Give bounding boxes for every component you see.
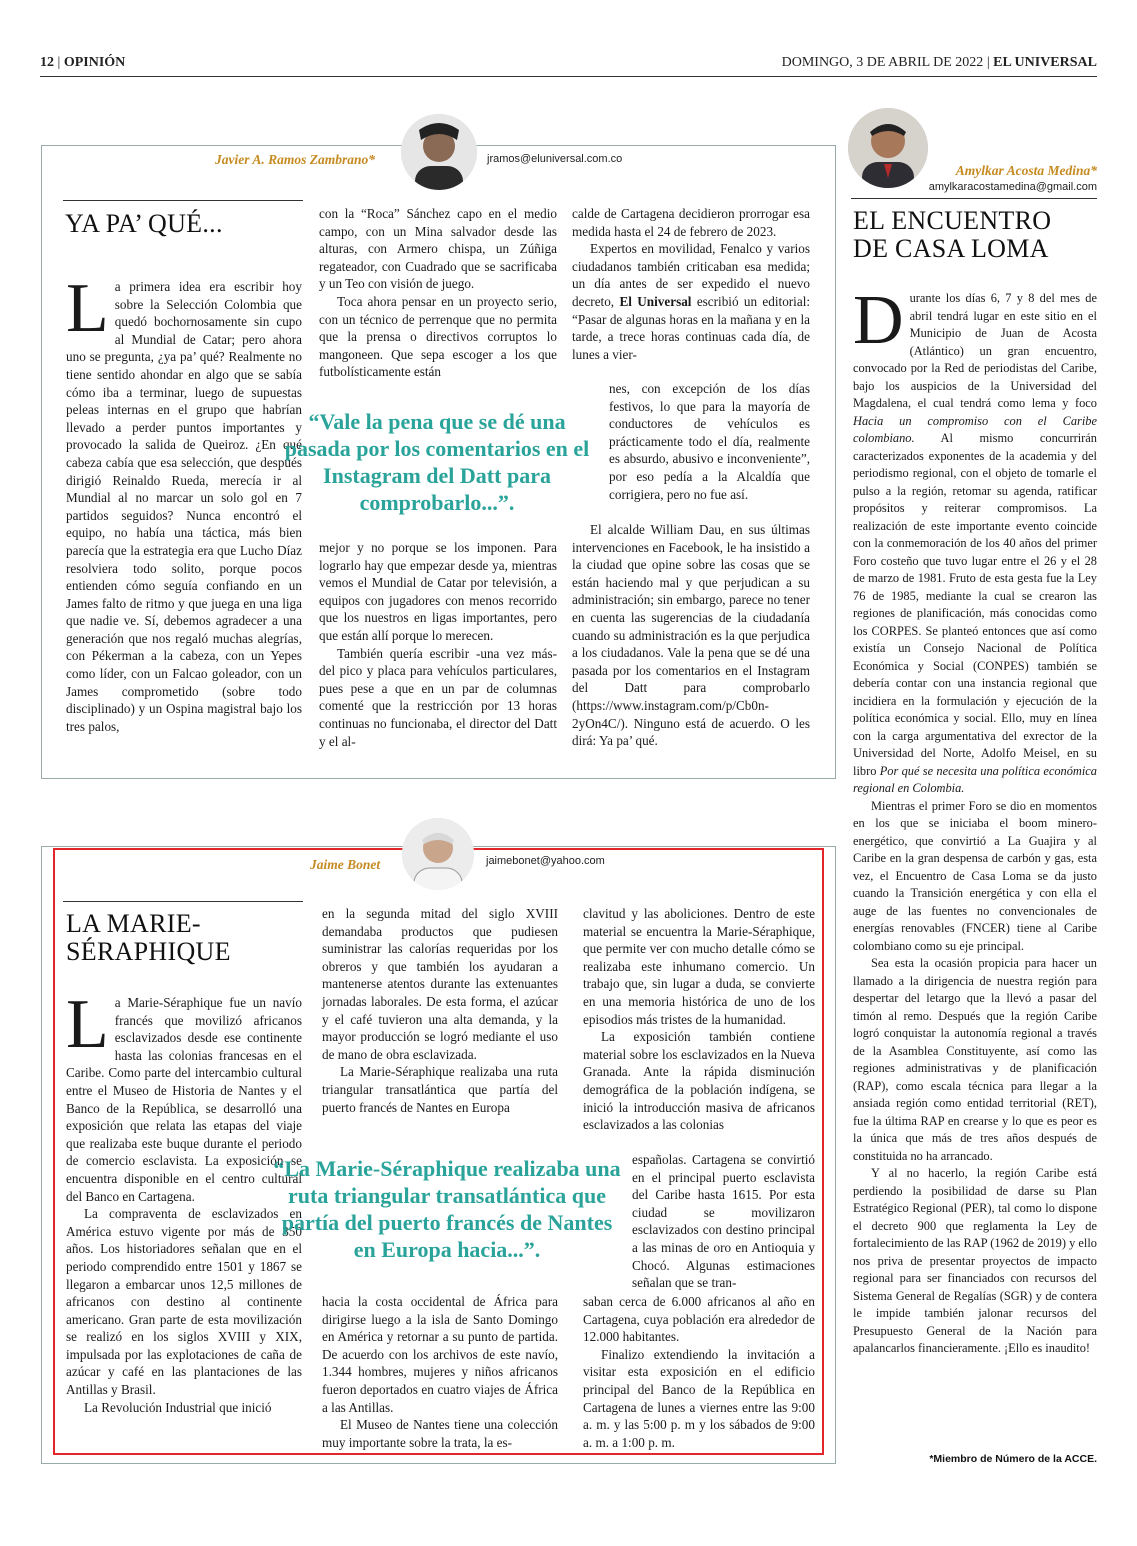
- page-number: 12: [40, 55, 54, 70]
- title-rule: [63, 901, 303, 902]
- article2-column-3-bottom: saban cerca de 6.000 africanos al año en Cartagena, cuya población era alrededor de 12.000 habitantes. Finalizo extendiendo la invitación a visitar esta exposición en el edificio principal del Banco de la República en Cartagena de lunes a viernes entre las 9:00 a. m. y las 5:00 p. m y los sábados de 9:00 a. m. a 1:00 p. m.: [583, 1294, 815, 1450]
- pull-quote: “La Marie-Séraphique realizaba una ruta triangular transatlántica que partía del puerto francés de Nantes en Europa hacia...”.: [273, 1156, 621, 1262]
- header-rule: [40, 76, 1097, 77]
- author-photo: [402, 818, 474, 890]
- author-email: jaimebonet@yahoo.com: [486, 855, 605, 867]
- drop-cap: L: [66, 986, 109, 1063]
- author-name: Amylkar Acosta Medina*: [955, 163, 1097, 178]
- title-rule: [851, 198, 1097, 199]
- article1-column-3-top: calde de Cartagena decidieron prorrogar esa medida hasta el 24 de febrero de 2023. Expertos en movilidad, Fenalco y varios ciudadanos también criticaban esa medida; un día antes de ser expedido el nuevo decreto, El Universal escribió un editorial: “Pasar de algunas horas en la mañana y en la tarde, a trece horas continuas cada día, de lunes a vier-: [572, 206, 811, 362]
- pull-quote: “Vale la pena que se dé una pasada por los comentarios en el Instagram del Datt para comprobarlo...”.: [284, 409, 590, 515]
- article1-column-2-bottom: mejor y no porque se los imponen. Para lograrlo hay que empezar desde ya, mientras vemos el Mundial de Catar por televisión, a equipos con jugadores con menos recorrido que los nuestros en ligas importantes, pero que están allí porque lo merecen. También quería escribir -una vez más- del pico y placa para vehículos particulares, pues pese a que en un par de columnas comenté que la restricción por 13 horas continuas no funcionaba, el director del Datt y el al-: [319, 540, 557, 749]
- article2-column-3-top: clavitud y las aboliciones. Dentro de este material se encuentra la Marie-Séraphique, que permite ver con mucho detalle cómo se realizaba este inhumano comercio. Un trabajo que, sin lugar a duda, se convierte en una memoria histórica de uno de los episodios más tristes de la humanidad. La exposición también contiene material sobre los esclavizados en la Nueva Granada. Ante la rápida disminución demográfica de la población indígena, se inició la introducción masiva de africanos esclavizados a las colonias: [583, 906, 815, 1133]
- article2-column-2-top: en la segunda mitad del siglo XVIII demandaba productos que pudiesen suministrar las calorías requeridas por los obreros y que también los ayudaran a mantenerse atentos durante las extenuantes jornadas laborales. De esta forma, el azúcar y el café tuvieron una alta demanda, y la mayor producción se logró mediante el uso de mano de obra esclavizada. La Marie-Séraphique realizaba una ruta triangular transatlántica que partía del puerto francés de Nantes en Europa: [322, 906, 558, 1115]
- newspaper-name: EL UNIVERSAL: [993, 55, 1097, 70]
- author-name: Jaime Bonet: [310, 857, 381, 872]
- article-title: LA MARIE- SÉRAPHIQUE: [66, 909, 231, 966]
- drop-cap: D: [853, 282, 904, 359]
- article2-column-1: La Marie-Séraphique fue un navío francés que movilizó africanos esclavizados desde ese continente hasta las colonias francesas en el Caribe. Como parte del intercambio cultural entre el Museo de Historia de Nantes y el Banco de la República, se desarrolló una exposición que relata las etapas del viaje que realizaba este buque durante el periodo de comercio esclavista. La exposición se encuentra disponible en el centro cultural del Banco en Cartagena. La compraventa de esclavizados en América estuvo vigente por más de 350 años. Los historiadores señalan que en el periodo comprendido entre 1501 y 1867 se llegaron a embarcar unos 12,5 millones de africanos con destino al continente americano. Gran parte de esta movilización se realizó en los siglos XVIII y XIX, impulsada por las explotaciones de caña de azúcar y café en las plantaciones de las Antillas y Brasil. La Revolución Industrial que inició: [66, 986, 302, 1415]
- article1-column-3-middle: nes, con excepción de los días festivos, lo que para la mayoría de conductores de vehículos es prácticamente todo el día, realmente es absurdo, abusivo e inconveniente”, por eso pedía a la Alcaldía que corrigiera, pero no fue así.: [609, 381, 810, 502]
- drop-cap: L: [66, 270, 109, 347]
- article1-column-1: La primera idea era escribir hoy sobre la Selección Colombia que quedó bochornosamente sin cupo al Mundial de Catar; pero ahora uno se pregunta, ¿ya pa’ qué? Realmente no tiene sentido ahondar en algo que se sabía cómo iba a terminar, luego de supuestas peleas internas en el grupo que habrían llevado a perder puntos importantes y provocado la salida de Queiroz. ¿En qué cabeza cabía que esa selección, que después dirigió Reinaldo Rueda, merecía ir al Mundial al no marcar un solo gol en 7 partidos seguidos? Nunca encontró el equipo, no había una táctica, más bien parecía que la estrategia era que Lucho Díaz resolviera todo solito, porque pocos entienden cómo seguía confiando en un James falto de ritmo y que juega en una liga que nadie ve. Sí, debemos agradecer a una generación que nos regaló muchas alegrías, con Pékerman a la cabeza, con un Yepes como líder, con un Falcao goleador, con un James comprometido (sobre todo disciplinado) y un Ospina magistral bajo los tres palos,: [66, 270, 302, 734]
- article1-column-2-top: con la “Roca” Sánchez capo en el medio campo, con un Mina salvador desde las alturas, con Armero chispa, un Zúñiga regateador, con Cuadrado que se sacrificaba y un Teo con visión de juego. Toca ahora pensar en un proyecto serio, con un técnico de perrenque que no permita que la prensa o directivos corruptos lo mangoneen. Que sepa escoger a los que futbolísticamente están: [319, 206, 557, 380]
- author-email: amylkaracostamedina@gmail.com: [928, 181, 1097, 193]
- author-photo: [401, 114, 477, 190]
- author-photo: [848, 108, 928, 188]
- article-title: EL ENCUENTRO DE CASA LOMA: [853, 206, 1052, 263]
- author-name: Javier A. Ramos Zambrano*: [215, 152, 376, 167]
- article1-column-3-bottom: El alcalde William Dau, en sus últimas intervenciones en Facebook, le ha insistido a la ciudad que opine sobre las cosas que se están haciendo mal y que perjudican a su administración; sin embargo, parece no tener en cuenta las sugerencias de la ciudadanía cuando su administración es la que perjudica a los ciudadanos. Vale la pena que se dé una pasada por los comentarios en el Instagram del Datt para comprobarlo (https://www.instagram.com/p/Cb0n-2yOn4C/). Ninguno está de acuerdo. O les dirá: Ya pa’ qué.: [572, 522, 810, 749]
- article-title: YA PA’ QUÉ...: [65, 209, 223, 238]
- title-rule: [63, 200, 303, 201]
- page-header-right: DOMINGO, 3 DE ABRIL DE 2022 | EL UNIVERSAL: [781, 55, 1097, 70]
- issue-date: DOMINGO, 3 DE ABRIL DE 2022: [781, 55, 984, 70]
- footnote: *Miembro de Número de la ACCE.: [929, 1453, 1097, 1465]
- article3-body: Durante los días 6, 7 y 8 del mes de abril tendrá lugar en este sitio en el Municipio de Juan de Acosta (Atlántico) un gran encuentro, convocado por la Red de periodistas del Caribe, bajo los auspicios de la Universidad del Magdalena, el cual tendrá como lema y foco Hacia un compromiso con el Caribe colombiano. Al mismo concurrirán caracterizados exponentes de la academia y del periodismo regional, con el objeto de tomarle el pulso a la región, retomar su agenda, ratificar propósitos y reiterar compromisos. La realización de este importante evento coincide con la conmemoración de los 40 años del primer Foro costeño que tuvo lugar entre el 26 y el 28 de marzo de 1981. Fruto de esta gesta fue la Ley 76 de 1985, mediante la cual se crearon las regiones de planificación, más conocidas como los CORPES. Se planteó entonces que así como existía un Consejo Nacional de Política Económica y Social (CONPES) también se debería contar con una instancia regional que incidiera en la formulación y ejecución de la política económica y social. Ello, muy en línea con la carga argumentativa del exrector de la Universidad del Norte, Adolfo Meisel, en su libro Por qué se necesita una política económica regional en Colombia. Mientras el primer Foro se dio en momentos en los que se iniciaba el boom minero-energético, que convirtió a La Guajira y al Caribe en la gran despensa de carbón y gas, esta vez, el Encuentro de Casa Loma se da justo cuando la Transición energética y con ella el auge de las fuentes no convencionales de energías renovables (FNCER) tiene al Caribe colombiano como su eje principal. Sea esta la ocasión propicia para hacer un llamado a la dirigencia de nuestra región para despertar del letargo que la llevó a pasar del timón al remo. Después que la región Caribe logró conquistar la autonomía regional a través de la Asamblea Constituyente, así como las regiones administrativas y de planificación (RAP), como escala técnica para llegar a la ansiada región como entidad territorial (RET), fue la última RAP en crearse y lo que es peor es la única que más de tres años después de constituida no ha arrancado. Y al no hacerlo, la región Caribe está perdiendo la posibilidad de darse su Plan Estratégico Regional (PER), tal como lo dispone el decreto 900 que reglamenta la Ley de fortalecimiento de las RAP (1962 de 2019) y ello nos priva de presentar proyectos de impacto regional para ser financiados con recursos del Sistema General de Regalías (SGR) y de contera le impide también jalonar recursos del Presupuesto General de la Nación para apalancarlos financieramente. ¡Ello es inaudito!: [853, 282, 1097, 1355]
- author-email: jramos@eluniversal.com.co: [487, 153, 623, 165]
- page-header-left: 12 | OPINIÓN: [40, 55, 126, 70]
- article2-column-2-bottom: hacia la costa occidental de África para dirigirse luego a la isla de Santo Domingo en América y retornar a su punto de partida. De acuerdo con los archivos de este navío, 1.344 hombres, mujeres y niños africanos fueron deportados en cuatro viajes de África a las Antillas. El Museo de Nantes tiene una colección muy importante sobre la trata, la es-: [322, 1294, 558, 1450]
- article2-column-3-middle: españolas. Cartagena se convirtió en el principal puerto esclavista del Caribe hasta 1615. Por esta ciudad se movilizaron esclavizados con destino principal a las minas de oro en Antioquia y Chocó. Algunas estimaciones señalan que se tran-: [632, 1152, 815, 1291]
- section-name: OPINIÓN: [63, 55, 126, 70]
